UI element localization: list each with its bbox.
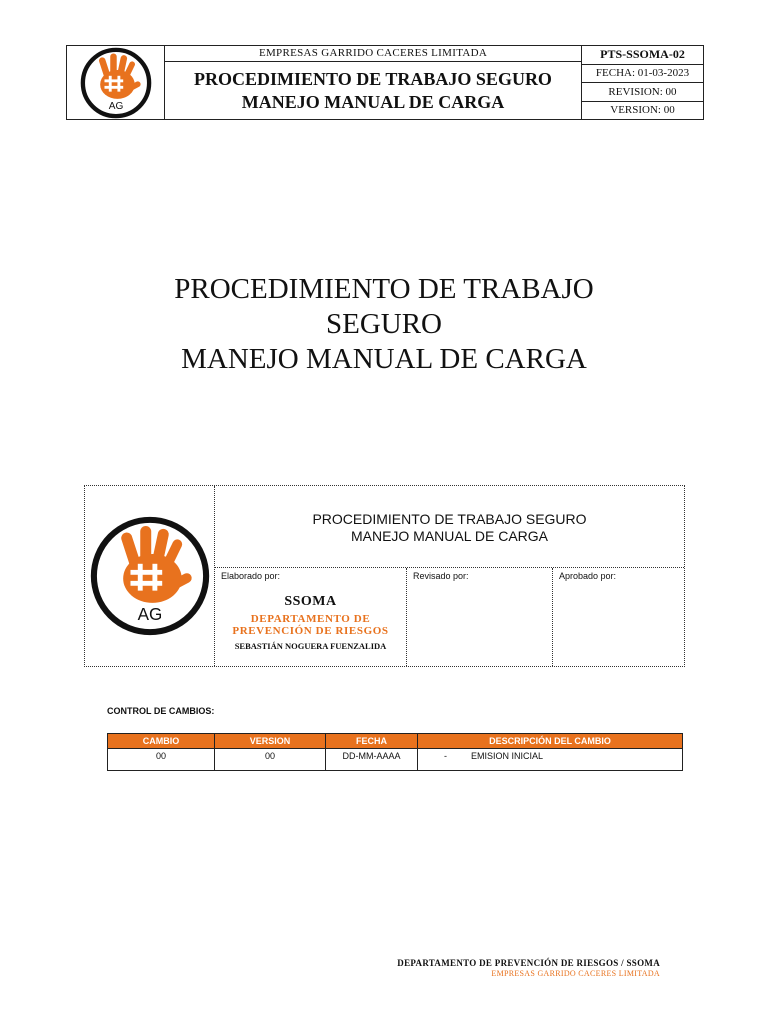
approval-title-line1: PROCEDIMIENTO DE TRABAJO SEGURO <box>312 510 587 527</box>
document-date: FECHA: 01-03-2023 <box>582 65 703 84</box>
change-control-table <box>107 733 683 771</box>
approval-signatures <box>215 568 684 666</box>
table-header-row <box>108 734 683 749</box>
page-title <box>0 272 768 377</box>
department-line2: PREVENCIÓN DE RIESGOS <box>232 625 389 637</box>
approval-main <box>215 486 684 666</box>
header-middle <box>165 46 582 119</box>
aprobado-label: Aprobado por: <box>559 571 617 581</box>
document-code: PTS-SSOMA-02 <box>582 46 703 65</box>
change-control-heading: CONTROL DE CAMBIOS: <box>107 706 215 716</box>
bullet-dash: - <box>444 751 447 761</box>
column-header-cambio: CAMBIO <box>108 734 215 749</box>
aprobado-cell <box>552 568 684 666</box>
svg-text:AG: AG <box>108 100 123 112</box>
table-row <box>108 749 683 771</box>
revisado-cell <box>406 568 552 666</box>
approval-logo-cell <box>85 486 215 666</box>
page-title-line2: SEGURO <box>325 308 442 340</box>
company-logo-large <box>89 515 211 637</box>
svg-text:AG: AG <box>137 604 162 624</box>
footer-company: EMPRESAS GARRIDO CACERES LIMITADA <box>491 969 660 978</box>
department-name <box>221 613 400 637</box>
column-header-descripcion: DESCRIPCIÓN DEL CAMBIO <box>418 734 683 749</box>
author-name: SEBASTIÁN NOGUERA FUENZALIDA <box>234 641 387 651</box>
column-header-fecha: FECHA <box>326 734 418 749</box>
approval-title-line2: MANEJO MANUAL DE CARGA <box>350 527 549 544</box>
description-text: EMISION INICIAL <box>471 751 544 761</box>
cell-version: 00 <box>215 749 326 771</box>
header-title-line2: MANEJO MANUAL DE CARGA <box>241 91 505 112</box>
approval-title <box>215 486 684 568</box>
elaborado-label: Elaborado por: <box>221 571 281 581</box>
revisado-label: Revisado por: <box>413 571 469 581</box>
cell-fecha: DD-MM-AAAA <box>326 749 418 771</box>
page-footer <box>397 958 660 978</box>
header-logo-cell <box>67 46 165 119</box>
header-title-line1: PROCEDIMIENTO DE TRABAJO SEGURO <box>194 68 552 89</box>
department-line1: DEPARTAMENTO DE <box>250 613 371 625</box>
elaborado-cell <box>215 568 406 666</box>
document-revision: REVISION: 00 <box>582 83 703 102</box>
header-title <box>165 62 581 119</box>
page-title-line3: MANEJO MANUAL DE CARGA <box>181 343 587 375</box>
cell-descripcion <box>418 749 683 771</box>
unit-name: SSOMA <box>284 594 337 609</box>
footer-department: DEPARTAMENTO DE PREVENCIÓN DE RIESGOS / SSOMA <box>397 958 660 968</box>
cell-cambio: 00 <box>108 749 215 771</box>
header-meta <box>582 46 703 119</box>
company-logo <box>80 47 152 119</box>
approval-box <box>84 485 685 667</box>
page-title-line1: PROCEDIMIENTO DE TRABAJO <box>174 273 594 305</box>
document-version: VERSION: 00 <box>610 104 675 117</box>
column-header-version: VERSION <box>215 734 326 749</box>
header-company-name: EMPRESAS GARRIDO CACERES LIMITADA <box>165 46 581 62</box>
document-header <box>66 45 704 120</box>
